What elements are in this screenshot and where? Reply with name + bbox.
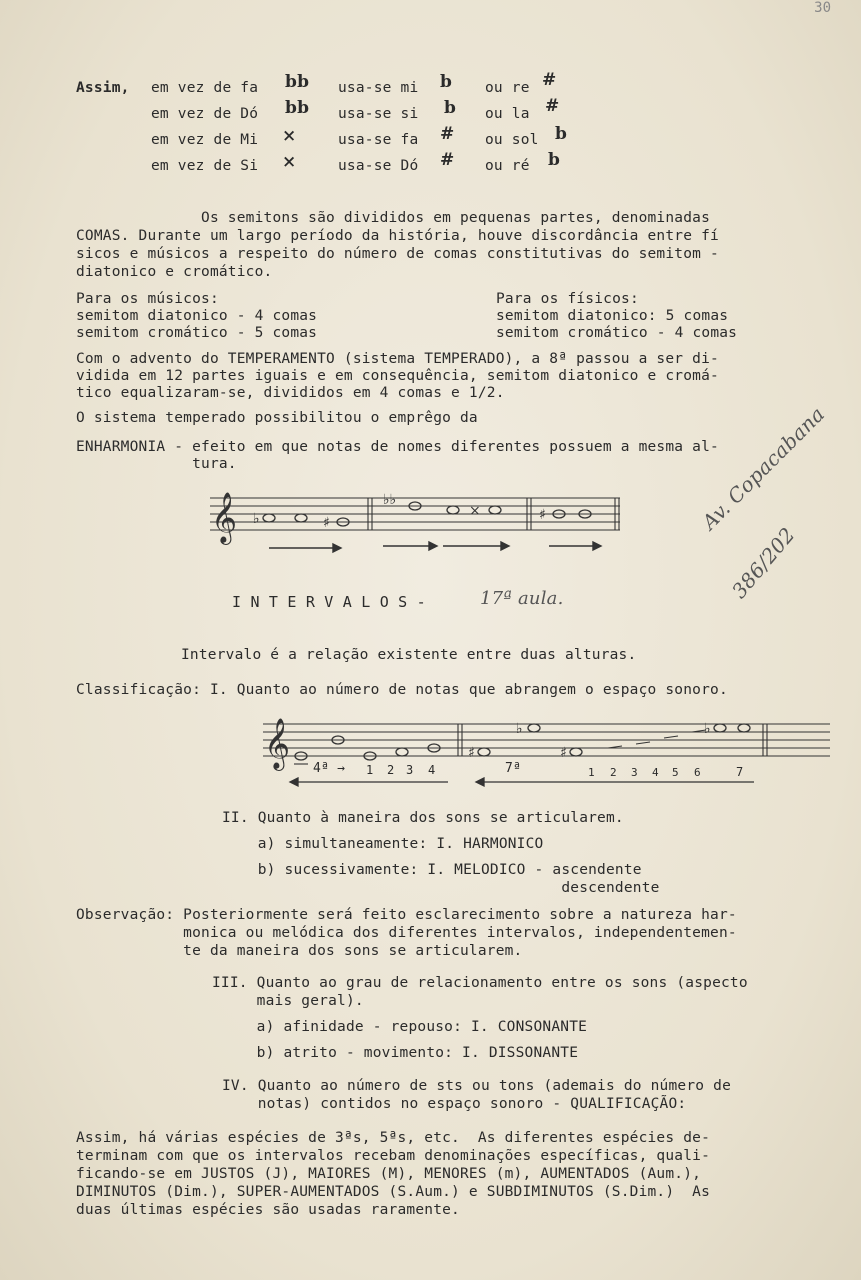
classification-iii-line: III. Quanto ao grau de relacionamento entre os sons (aspecto bbox=[212, 975, 748, 991]
physicists-chromatic: semitom cromático - 4 comas bbox=[496, 325, 738, 341]
svg-text:♯: ♯ bbox=[468, 745, 475, 761]
intervalos-lesson-note: 17ª aula. bbox=[480, 588, 564, 609]
table-row-0-d: ou re bbox=[485, 80, 530, 96]
table-row-1-c: usa-se si bbox=[338, 106, 419, 122]
svg-text:♯: ♯ bbox=[323, 515, 330, 531]
observacao-line: monica ou melódica dos diferentes intervalos, independentemen- bbox=[76, 925, 737, 941]
classification-iii-line: b) atrito - movimento: I. DISSONANTE bbox=[212, 1045, 579, 1061]
classification-ii-line: II. Quanto à maneira dos sons se articularem. bbox=[222, 810, 624, 826]
observacao-line: te da maneira dos sons se articularem. bbox=[76, 943, 523, 959]
svg-text:×: × bbox=[469, 503, 481, 519]
musicians-diatonic: semitom diatonico - 4 comas bbox=[76, 308, 318, 324]
table-row-0-acc2: b bbox=[440, 72, 453, 92]
temperamento-line-1: vidida em 12 partes iguais e em consequência, semitom diatonico e cromá- bbox=[76, 368, 719, 384]
table-row-2-acc3: b bbox=[555, 124, 568, 144]
classification-iii-line: a) afinidade - repouso: I. CONSONANTE bbox=[212, 1019, 588, 1035]
treble-clef-icon: 𝄞 bbox=[264, 718, 291, 769]
table-row-3-d: ou ré bbox=[485, 158, 530, 174]
staff2-fourth-num: 4 bbox=[428, 763, 436, 777]
final-line: ficando-se em JUSTOS (J), MAIORES (M), MENORES (m), AUMENTADOS (Aum.), bbox=[76, 1166, 702, 1182]
table-row-0-b: em vez de fa bbox=[151, 80, 259, 96]
svg-text:♭: ♭ bbox=[516, 721, 523, 737]
comas-line-0: Os semitons são divididos em pequenas partes, denominadas bbox=[76, 210, 711, 226]
classification-iv-line: IV. Quanto ao número de sts ou tons (ademais do número de bbox=[222, 1078, 731, 1094]
svg-text:♭: ♭ bbox=[253, 511, 260, 527]
comas-line-1: COMAS. Durante um largo período da história, houve discordância entre fí bbox=[76, 228, 719, 244]
staff2-seventh-label: 7ª bbox=[505, 761, 522, 776]
table-row-2-d: ou sol bbox=[485, 132, 539, 148]
svg-text:♯: ♯ bbox=[539, 507, 546, 523]
enharmonia-line-1: tura. bbox=[76, 456, 237, 472]
table-row-2-c: usa-se fa bbox=[338, 132, 419, 148]
comas-line-3: diatonico e cromático. bbox=[76, 264, 273, 280]
staff2-seventh-num: 4 bbox=[652, 766, 659, 779]
table-row-3-c: usa-se Dó bbox=[338, 158, 419, 174]
table-row-2-acc2: # bbox=[440, 124, 455, 144]
treble-clef-icon: 𝄞 bbox=[211, 492, 238, 543]
enharmonia-staff bbox=[205, 484, 625, 556]
staff2-fourth-num: 1 bbox=[366, 763, 374, 777]
staff2-seventh-num: 7 bbox=[736, 765, 744, 779]
comas-line-2: sicos e músicos a respeito do número de comas constitutivas do semitom - bbox=[76, 246, 719, 262]
musicians-heading: Para os músicos: bbox=[76, 291, 219, 307]
classification-iii-line: mais geral). bbox=[212, 993, 364, 1009]
temperamento-line-2: tico equalizaram-se, divididos em 4 comas e 1/2. bbox=[76, 385, 505, 401]
table-row-1-acc2: b bbox=[444, 98, 457, 118]
physicists-heading: Para os físicos: bbox=[496, 291, 639, 307]
svg-text:♯: ♯ bbox=[560, 745, 567, 761]
svg-text:♭♭: ♭♭ bbox=[383, 492, 397, 508]
staff2-seventh-num: 3 bbox=[631, 766, 638, 779]
classification-ii-line: b) sucessivamente: I. MELODICO - ascendente bbox=[222, 862, 642, 878]
table-row-2-b: em vez de Mi bbox=[151, 132, 259, 148]
table-row-1-acc1: bb bbox=[285, 98, 310, 118]
enharmonia-line-0: ENHARMONIA - efeito em que notas de nomes diferentes possuem a mesma al- bbox=[76, 439, 719, 455]
intervals-staff bbox=[258, 710, 836, 790]
final-line: DIMINUTOS (Dim.), SUPER-AUMENTADOS (S.Aum.) e SUBDIMINUTOS (S.Dim.) As bbox=[76, 1184, 711, 1200]
staff2-seventh-num: 1 bbox=[588, 766, 595, 779]
table-row-0-lead: Assim, bbox=[76, 80, 130, 96]
intervalo-definition: Intervalo é a relação existente entre duas alturas. bbox=[181, 647, 637, 663]
temperamento-line-0: Com o advento do TEMPERAMENTO (sistema TEMPERADO), a 8ª passou a ser di- bbox=[76, 351, 719, 367]
musicians-chromatic: semitom cromático - 5 comas bbox=[76, 325, 318, 341]
intervalos-title: I N T E R V A L O S - bbox=[232, 593, 426, 611]
table-row-0-acc3: # bbox=[542, 70, 557, 90]
svg-text:♭: ♭ bbox=[704, 721, 711, 737]
table-row-1-b: em vez de Dó bbox=[151, 106, 259, 122]
staff2-seventh-num: 2 bbox=[610, 766, 617, 779]
table-row-3-b: em vez de Si bbox=[151, 158, 259, 174]
staff2-seventh-num: 5 bbox=[672, 766, 679, 779]
table-row-3-acc3: b bbox=[548, 150, 561, 170]
final-line: terminam com que os intervalos recebam denominações específicas, quali- bbox=[76, 1148, 711, 1164]
table-row-3-acc1: × bbox=[282, 152, 297, 172]
final-line: Assim, há várias espécies de 3ªs, 5ªs, etc. As diferentes espécies de- bbox=[76, 1130, 711, 1146]
table-row-1-acc3: # bbox=[545, 96, 560, 116]
observacao-line: Observação: Posteriormente será feito esclarecimento sobre a natureza har- bbox=[76, 907, 737, 923]
staff2-fourth-num: 2 bbox=[387, 763, 395, 777]
classification-i: Classificação: I. Quanto ao número de notas que abrangem o espaço sonoro. bbox=[76, 682, 728, 698]
physicists-diatonic: semitom diatonico: 5 comas bbox=[496, 308, 729, 324]
table-row-3-acc2: # bbox=[440, 150, 455, 170]
handwritten-number: 386/202 bbox=[726, 522, 800, 603]
page-number: 30 bbox=[814, 0, 831, 16]
table-row-0-acc1: bb bbox=[285, 72, 310, 92]
temperado-line: O sistema temperado possibilitou o emprêgo da bbox=[76, 410, 478, 426]
table-row-0-c: usa-se mi bbox=[338, 80, 419, 96]
final-line: duas últimas espécies são usadas raramente. bbox=[76, 1202, 460, 1218]
classification-iv-line: notas) contidos no espaço sonoro - QUALIFICAÇÃO: bbox=[222, 1096, 687, 1112]
table-row-2-acc1: × bbox=[282, 126, 297, 146]
table-row-1-d: ou la bbox=[485, 106, 530, 122]
staff2-seventh-num: 6 bbox=[694, 766, 701, 779]
classification-ii-line: descendente bbox=[222, 880, 660, 896]
classification-ii-line: a) simultaneamente: I. HARMONICO bbox=[222, 836, 544, 852]
handwritten-address: Av. Copacabana bbox=[697, 402, 830, 535]
staff2-fourth-label: 4ª → bbox=[313, 761, 346, 776]
staff2-fourth-num: 3 bbox=[406, 763, 414, 777]
